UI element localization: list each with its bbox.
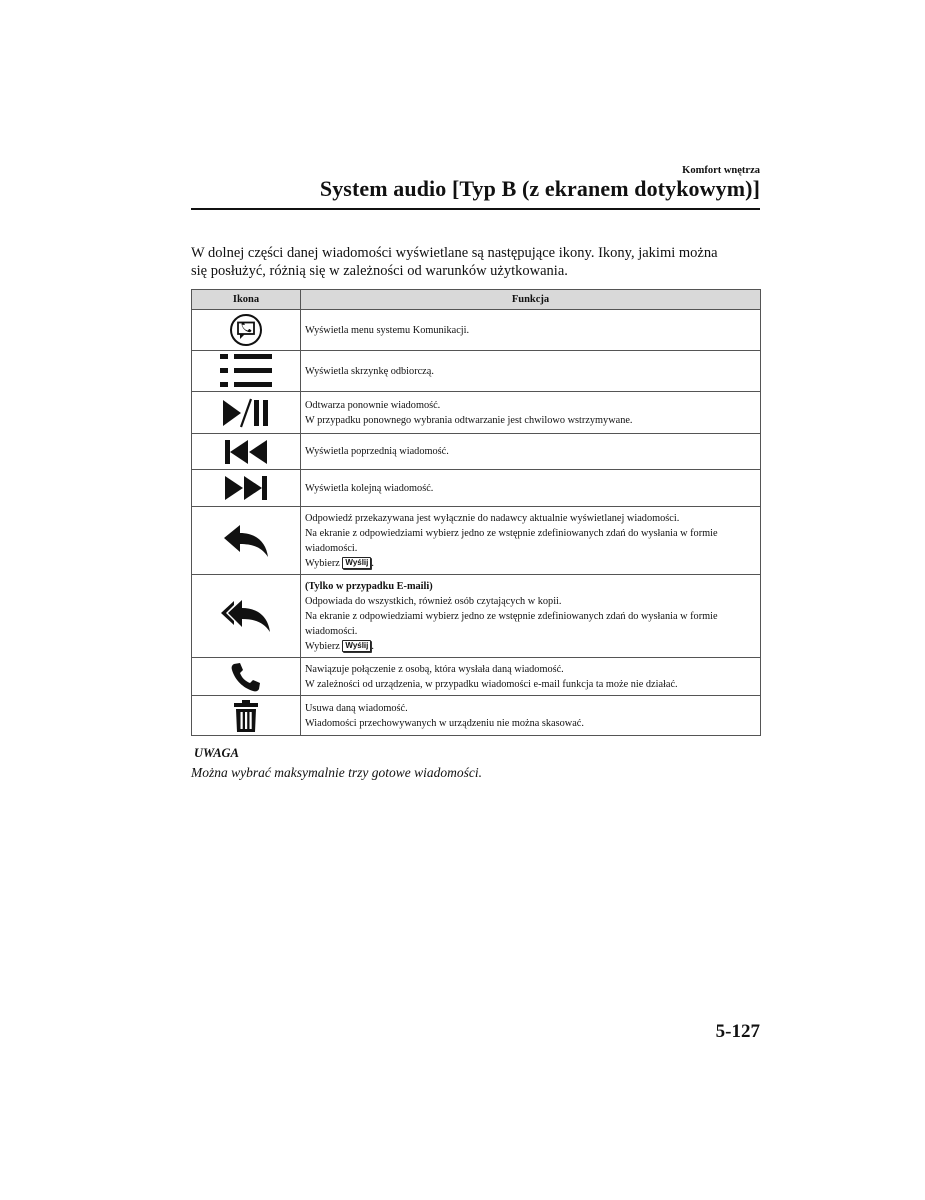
function-text: Wiadomości przechowywanych w urządzeniu nie można skasować. xyxy=(305,717,584,729)
table-row xyxy=(192,575,761,658)
function-text: Na ekranie z odpowiedziami wybierz jedno ze wstępnie zdefiniowanych zdań do wysłania w formie wiadomości. xyxy=(305,610,718,637)
reply-all-icon xyxy=(220,599,272,633)
function-text: Nawiązuje połączenie z osobą, która wysłała daną wiadomość. xyxy=(305,663,564,675)
reply-icon xyxy=(222,524,270,558)
note-text: Można wybrać maksymalnie trzy gotowe wiadomości. xyxy=(191,765,482,780)
function-note-bold: (Tylko w przypadku E-maili) xyxy=(305,580,433,592)
column-header-function: Funkcja xyxy=(301,290,761,310)
function-text: W przypadku ponownego wybrania odtwarzanie jest chwilowo wstrzymywane. xyxy=(305,414,633,426)
table-row xyxy=(192,351,761,392)
page-number: 5-127 xyxy=(715,1021,760,1042)
table-row xyxy=(192,434,761,470)
intro-line-2: się posłużyć, różnią się w zależności od warunków użytkowania. xyxy=(191,263,568,279)
icon-function-table xyxy=(191,289,761,736)
function-text: Wyświetla kolejną wiadomość. xyxy=(305,482,434,494)
function-text: Wyświetla menu systemu Komunikacji. xyxy=(305,324,470,336)
trash-delete-icon xyxy=(233,699,259,733)
previous-track-icon xyxy=(224,439,268,465)
function-text: Na ekranie z odpowiedziami wybierz jedno ze wstępnie zdefiniowanych zdań do wysłania w formie wiadomości. xyxy=(305,527,718,554)
section-label: Komfort wnętrza xyxy=(682,165,760,176)
table-row xyxy=(192,392,761,434)
table-row xyxy=(192,310,761,351)
title-divider xyxy=(191,208,760,210)
phone-call-icon xyxy=(230,661,262,693)
table-row xyxy=(192,470,761,507)
select-suffix: . xyxy=(371,557,374,569)
table-header-row xyxy=(192,290,761,310)
intro-paragraph xyxy=(191,244,760,280)
function-text: Wyświetla skrzynkę odbiorczą. xyxy=(305,365,434,377)
column-header-icon: Ikona xyxy=(192,290,301,310)
send-key-label: Wyślij xyxy=(342,557,371,569)
next-track-icon xyxy=(224,475,268,501)
function-text: Odpowiada do wszystkich, również osób czytających w kopii. xyxy=(305,595,562,607)
function-text: Usuwa daną wiadomość. xyxy=(305,702,408,714)
select-suffix: . xyxy=(371,640,374,652)
play-pause-icon xyxy=(221,397,271,429)
function-text: Odpowiedź przekazywana jest wyłącznie do nadawcy aktualnie wyświetlanej wiadomości. xyxy=(305,512,680,524)
function-text: Wyświetla poprzednią wiadomość. xyxy=(305,446,449,457)
note-heading: UWAGA xyxy=(194,746,239,760)
function-text: W zależności od urządzenia, w przypadku wiadomości e-mail funkcja ta może nie działać. xyxy=(305,678,678,690)
communication-menu-icon xyxy=(229,313,263,347)
send-key-label: Wyślij xyxy=(342,640,371,652)
inbox-list-icon xyxy=(218,353,274,389)
page-title: System audio [Typ B (z ekranem dotykowym)] xyxy=(319,176,760,201)
table-row xyxy=(192,507,761,575)
table-row xyxy=(192,696,761,736)
intro-line-1: W dolnej części danej wiadomości wyświetlane są następujące ikony. Ikony, jakimi można xyxy=(191,245,718,261)
table-row xyxy=(192,658,761,696)
select-prefix: Wybierz xyxy=(305,640,340,652)
select-prefix: Wybierz xyxy=(305,557,340,569)
function-text: Odtwarza ponownie wiadomość. xyxy=(305,399,441,411)
